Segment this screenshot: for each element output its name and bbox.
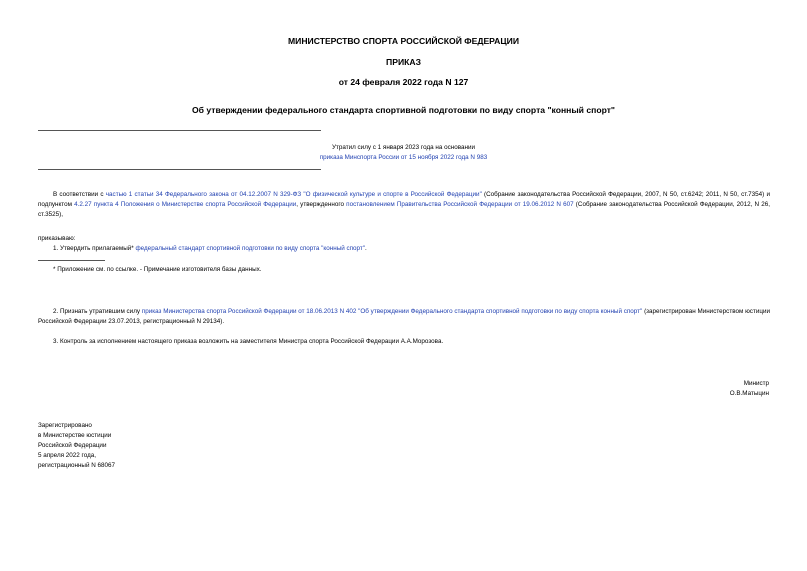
ministry-heading: МИНИСТЕРСТВО СПОРТА РОССИЙСКОЙ ФЕДЕРАЦИИ bbox=[287, 36, 519, 46]
preamble-text-4: (Собрание законодательства Российской Федерации, 2012, N 26, ст.3525), bbox=[38, 201, 771, 218]
repeal-notice bbox=[0, 143, 807, 163]
registration-block bbox=[38, 421, 238, 471]
divider-bottom bbox=[38, 169, 321, 170]
government-decree-link[interactable]: постановлением Правительства Российской Федерации от 19.06.2012 N 607 bbox=[346, 201, 574, 208]
preamble-text-2: (Собрание законодательства Российской Федерации, 2007, N 50, ст.6242; 2011, N 50, ст.7354) и подпунктом bbox=[38, 191, 771, 208]
divider-top bbox=[38, 130, 321, 131]
preamble-text-1: В соответствии с bbox=[53, 191, 106, 198]
item-2-text-1: 2. Признать утратившим силу bbox=[53, 308, 142, 315]
registration-line: Зарегистрировано bbox=[38, 422, 92, 429]
registration-line: в Министерстве юстиции bbox=[38, 432, 112, 439]
footnote: * Приложение см. по ссылке. - Примечание изготовителя базы данных. bbox=[53, 266, 262, 273]
document-title: Об утверждении федерального стандарта спортивной подготовки по виду спорта "конный спорт" bbox=[192, 105, 615, 115]
item-1 bbox=[38, 244, 770, 254]
registration-line: 5 апреля 2022 года, bbox=[38, 452, 96, 459]
repeal-notice-link[interactable]: приказа Минспорта России от 15 ноября 2022 года N 983 bbox=[319, 154, 488, 161]
item-1-text-2: . bbox=[365, 245, 367, 252]
signature-block bbox=[569, 379, 769, 399]
standard-link[interactable]: федеральный стандарт спортивной подготовки по виду спорта "конный спорт" bbox=[135, 245, 366, 252]
regulation-link[interactable]: 4.2.27 пункта 4 Положения о Министерстве спорта Российской Федерации bbox=[74, 201, 297, 208]
repealed-order-link[interactable]: приказ Министерства спорта Российской Федерации от 18.06.2013 N 402 "Об утверждении Федерального стандарта спортивной подготовки по виду спорта конный спорт" bbox=[141, 308, 643, 315]
order-word: приказываю: bbox=[38, 235, 76, 242]
doc-type-heading: ПРИКАЗ bbox=[386, 57, 421, 67]
repeal-notice-text: Утратил силу с 1 января 2023 года на основании bbox=[331, 144, 476, 151]
preamble-paragraph bbox=[38, 190, 770, 220]
item-1-text-1: 1. Утвердить прилагаемый* bbox=[53, 245, 136, 252]
registration-line: регистрационный N 68067 bbox=[38, 462, 116, 469]
item-2-text-2: (зарегистрирован Министерством юстиции Российской Федерации 23.07.2013, регистрационный N 29134). bbox=[38, 308, 770, 325]
signature-name: О.В.Матыцин bbox=[729, 390, 769, 397]
item-2 bbox=[38, 307, 770, 327]
item-3: 3. Контроль за исполнением настоящего приказа возложить на заместителя Министра спорта Российской Федерации А.А.Морозова. bbox=[53, 338, 444, 345]
law-link[interactable]: частью 1 статьи 34 Федерального закона от 04.12.2007 N 329-ФЗ "О физической культуре и спорте в Российской Федерации" bbox=[105, 191, 482, 198]
registration-line: Российской Федерации bbox=[38, 442, 107, 449]
footnote-divider bbox=[38, 260, 105, 261]
preamble-text-3: , утвержденного bbox=[296, 201, 347, 208]
date-number-heading: от 24 февраля 2022 года N 127 bbox=[338, 77, 469, 87]
signature-position: Министр bbox=[743, 380, 769, 387]
